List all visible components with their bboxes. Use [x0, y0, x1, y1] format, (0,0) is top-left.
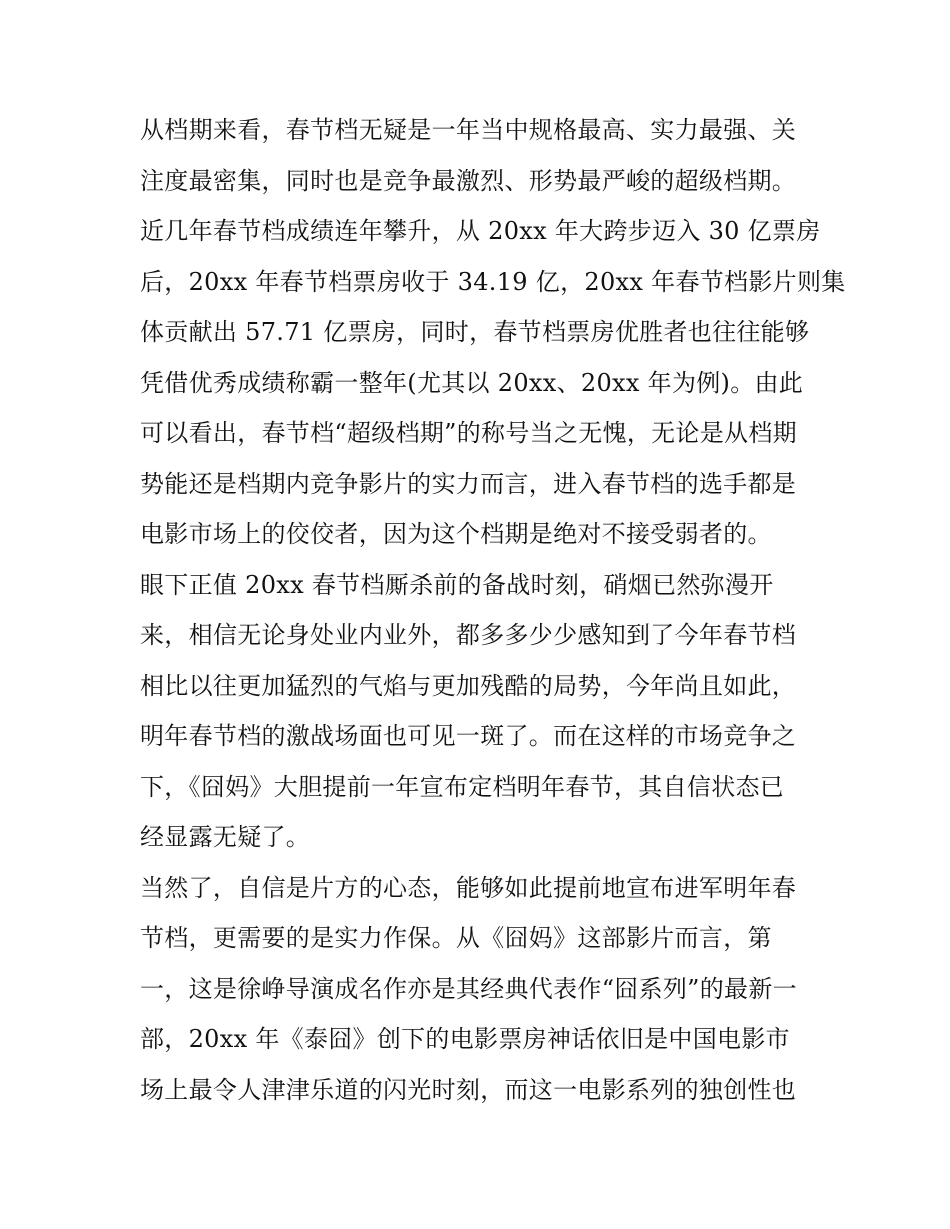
- text-line-5: 体贡献出 57.71 亿票房，同时，春节档票房优胜者也往往能够: [140, 318, 810, 346]
- article-body: [140, 105, 846, 1115]
- text-line-2: 注度最密集，同时也是竞争最激烈、形势最严峻的超级档期。: [140, 166, 797, 195]
- text-line-8: 势能还是档期内竞争影片的实力而言，进入春节档的选手都是: [140, 469, 797, 498]
- text-line-15: 经显露无疑了。: [140, 823, 311, 851]
- text-line-20: 场上最令人津津乐道的闪光时刻，而这一电影系列的独创性也: [140, 1075, 797, 1104]
- text-line-13: 明年春节档的激战场面也可见一斑了。而在这样的市场竞争之: [140, 722, 797, 750]
- text-line-16: 当然了，自信是片方的心态，能够如此提前地宣布进军明年春: [140, 873, 797, 902]
- text-line-18: 一，这是徐峥导演成名作亦是其经典代表作“囧系列”的最新一: [140, 974, 797, 1003]
- text-line-17: 节档，更需要的是实力作保。从《囧妈》这部影片而言，第: [140, 924, 772, 952]
- text-line-1: 从档期来看，春节档无疑是一年当中规格最高、实力最强、关: [140, 116, 797, 144]
- text-line-14: 下，《囧妈》大胆提前一年宣布定档明年春节，其自信状态已: [140, 772, 785, 801]
- text-line-19: 部，20xx 年《泰囧》创下的电影票房神话依旧是中国电影市: [140, 1025, 790, 1053]
- text-line-4: 后，20xx 年春节档票房收于 34.19 亿，20xx 年春节档影片则集: [140, 267, 846, 296]
- text-line-9: 电影市场上的佼佼者，因为这个档期是绝对不接受弱者的。: [140, 520, 772, 548]
- text-line-12: 相比以往更加猛烈的气焰与更加残酷的局势，今年尚且如此，: [140, 671, 797, 700]
- text-line-7: 可以看出，春节档“超级档期”的称号当之无愧，无论是从档期: [140, 419, 797, 447]
- text-line-3: 近几年春节档成绩连年攀升，从 20xx 年大跨步迈入 30 亿票房: [140, 217, 821, 245]
- text-line-6: 凭借优秀成绩称霸一整年(尤其以 20xx、20xx 年为例)。由此: [140, 368, 804, 397]
- text-line-10: 眼下正值 20xx 春节档厮杀前的备战时刻，硝烟已然弥漫开: [140, 570, 774, 599]
- text-line-11: 来，相信无论身处业内业外，都多多少少感知到了今年春节档: [140, 621, 797, 649]
